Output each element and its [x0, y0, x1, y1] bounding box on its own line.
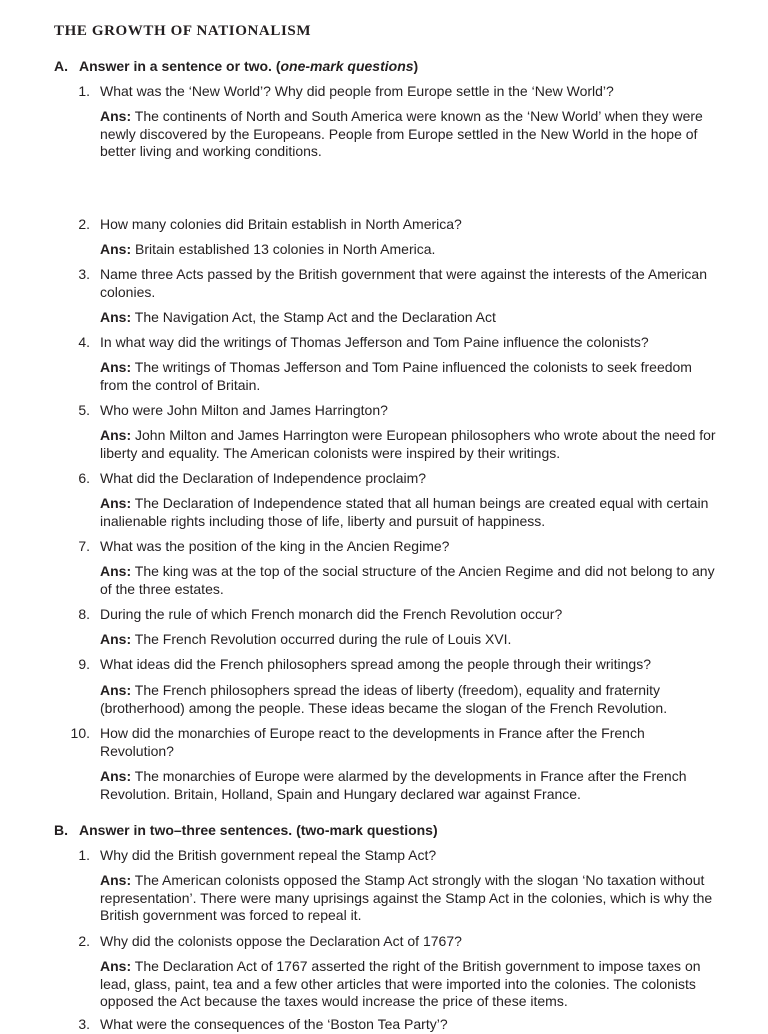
- answer: [100, 631, 720, 649]
- answer-text: Britain established 13 colonies in North America.: [135, 241, 436, 257]
- section-letter: B.: [54, 822, 68, 838]
- question-number: 5.: [78, 402, 90, 418]
- question-text: What was the position of the king in the Ancien Regime?: [100, 538, 450, 554]
- answer-label: Ans:: [100, 241, 132, 257]
- answer-text: The French philosophers spread the ideas of liberty (freedom), equality and fraternity (brotherhood) among the people. These ideas became the slogan of the French Revolution.: [100, 682, 668, 716]
- answer-label: Ans:: [100, 682, 132, 698]
- section-b-heading: B. Answer in two–three sentences. (two-mark questions): [54, 822, 438, 838]
- question: [60, 266, 720, 301]
- question: [60, 470, 720, 488]
- page-title: THE GROWTH OF NATIONALISM: [54, 23, 312, 39]
- question: [60, 402, 720, 420]
- answer-text: The monarchies of Europe were alarmed by the developments in France after the French Revolution. Britain, Holland, Spain and Hungary declared war against France.: [100, 768, 687, 802]
- answer-text: The French Revolution occurred during the rule of Louis XVI.: [134, 631, 512, 647]
- section-a-heading: A. Answer in a sentence or two. (one-mark questions): [54, 58, 419, 74]
- question: [60, 606, 720, 624]
- answer-text: The Declaration of Independence stated that all human beings are created equal with certain inalienable rights including those of life, liberty and pursuit of happiness.: [100, 495, 709, 529]
- answer: [100, 563, 720, 598]
- question-number: 1.: [78, 83, 90, 99]
- question-number: 7.: [78, 538, 90, 554]
- question-text: During the rule of which French monarch did the French Revolution occur?: [100, 606, 563, 622]
- answer-text: The Navigation Act, the Stamp Act and the Declaration Act: [134, 309, 496, 325]
- question-text: How did the monarchies of Europe react to the developments in France after the French Revolution?: [100, 725, 645, 759]
- question-number: 1.: [78, 847, 90, 863]
- answer-text: The writings of Thomas Jefferson and Tom Paine influenced the colonists to seek freedom from the control of Britain.: [100, 359, 692, 393]
- answer: [100, 872, 720, 925]
- question: [60, 847, 720, 865]
- question: [60, 538, 720, 556]
- question-text: What ideas did the French philosophers spread among the people through their writings?: [100, 656, 651, 672]
- question-number: 3.: [78, 1016, 90, 1032]
- question: [60, 216, 720, 234]
- answer: [100, 768, 720, 803]
- answer-text: The American colonists opposed the Stamp Act strongly with the slogan ‘No taxation without representation’. There were many uprisings against the Stamp Act in the colonies, which is why the British government was forced to repeal it.: [100, 872, 713, 923]
- answer-text: John Milton and James Harrington were European philosophers who wrote about the need for liberty and equality. The American colonists were inspired by their writings.: [100, 427, 716, 461]
- answer: [100, 495, 720, 530]
- question-number: 2.: [78, 216, 90, 232]
- question-number: 4.: [78, 334, 90, 350]
- question-text: Why did the British government repeal the Stamp Act?: [100, 847, 437, 863]
- answer-label: Ans:: [100, 309, 132, 325]
- question-number: 6.: [78, 470, 90, 486]
- question-text: What was the ‘New World’? Why did people from Europe settle in the ‘New World’?: [100, 83, 614, 99]
- question-number: 2.: [78, 933, 90, 949]
- question: [60, 83, 720, 101]
- answer-label: Ans:: [100, 872, 132, 888]
- answer-text: The continents of North and South America were known as the ‘New World’ when they were newly discovered by the Europeans. People from Europe settled in the New World in the hope of better living and working conditions.: [100, 108, 703, 159]
- question-text: In what way did the writings of Thomas Jefferson and Tom Paine influence the colonists?: [100, 334, 649, 350]
- question-number: 8.: [78, 606, 90, 622]
- answer-label: Ans:: [100, 563, 132, 579]
- answer-label: Ans:: [100, 631, 132, 647]
- question: [60, 933, 720, 951]
- answer: [100, 359, 720, 394]
- answer: [100, 682, 720, 717]
- question-text: Name three Acts passed by the British government that were against the interests of the American colonies.: [100, 266, 707, 300]
- heading-emphasis: one-mark questions: [280, 58, 414, 74]
- answer: [100, 108, 720, 161]
- section-letter: A.: [54, 58, 68, 74]
- question-number: 3.: [78, 266, 90, 282]
- answer: [100, 309, 720, 327]
- answer-label: Ans:: [100, 359, 132, 375]
- answer-label: Ans:: [100, 108, 132, 124]
- answer-text: The king was at the top of the social structure of the Ancien Regime and did not belong to any of the three estates.: [100, 563, 715, 597]
- question: [60, 725, 720, 760]
- answer-text: The Declaration Act of 1767 asserted the right of the British government to impose taxes on lead, glass, paint, tea and a few other articles that were imported into the colonies. The colonists opposed the Act because the taxes would increase the price of these items.: [100, 958, 701, 1009]
- answer-label: Ans:: [100, 495, 132, 511]
- answer-label: Ans:: [100, 427, 132, 443]
- question-number: 9.: [78, 656, 90, 672]
- question: [60, 656, 720, 674]
- question-text: Why did the colonists oppose the Declaration Act of 1767?: [100, 933, 462, 949]
- answer: [100, 427, 720, 462]
- answer: [100, 241, 720, 259]
- question-number: 10.: [70, 725, 90, 741]
- answer: [100, 958, 720, 1011]
- question: [60, 334, 720, 352]
- question-text: How many colonies did Britain establish in North America?: [100, 216, 462, 232]
- question-text: What were the consequences of the ‘Boston Tea Party’?: [100, 1016, 448, 1032]
- question: [60, 1016, 720, 1034]
- answer-label: Ans:: [100, 768, 132, 784]
- question-text: What did the Declaration of Independence proclaim?: [100, 470, 427, 486]
- answer-label: Ans:: [100, 958, 132, 974]
- question-text: Who were John Milton and James Harrington?: [100, 402, 388, 418]
